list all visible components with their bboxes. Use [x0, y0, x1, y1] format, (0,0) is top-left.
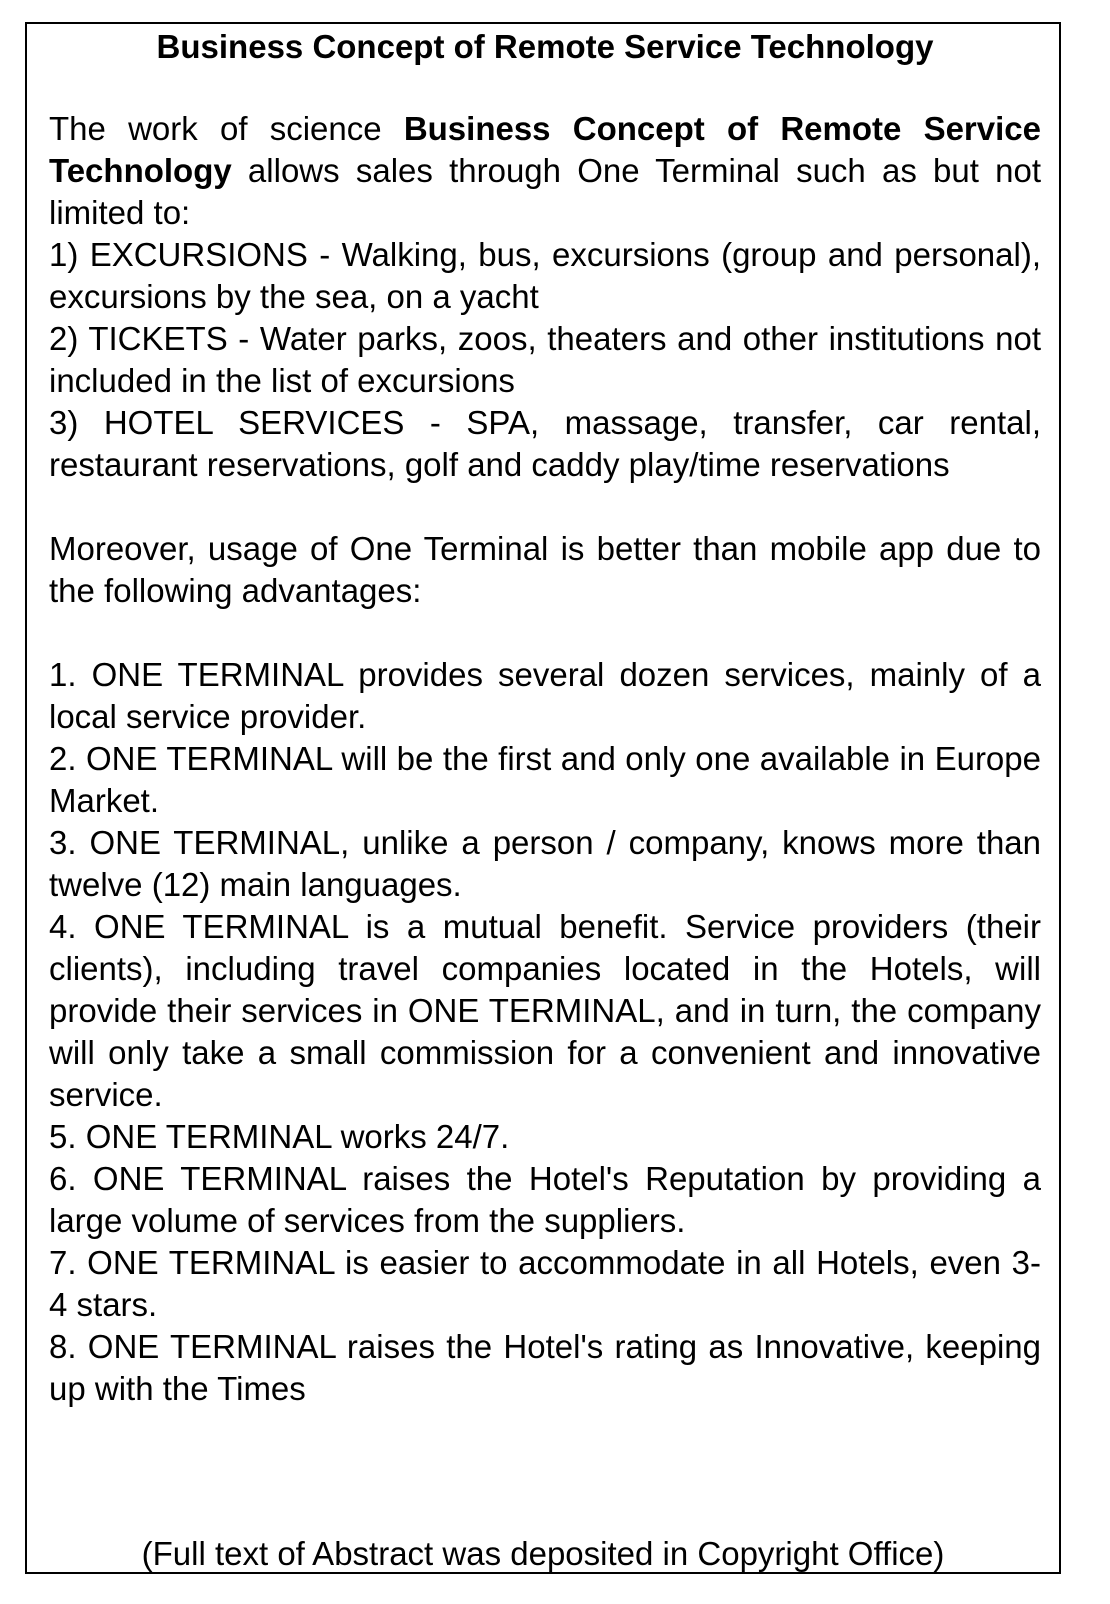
service-item-hotel-services: 3) HOTEL SERVICES - SPA, massage, transfer, car rental, restaurant reservations, golf and caddy play/time reservations: [49, 404, 1041, 483]
advantage-item-3: 3. ONE TERMINAL, unlike a person / company, knows more than twelve (12) main languages.: [49, 824, 1041, 903]
document-title: Business Concept of Remote Service Technology: [156, 28, 934, 65]
advantage-item-1: 1. ONE TERMINAL provides several dozen services, mainly of a local service provider.: [49, 656, 1041, 735]
copyright-footer-note: (Full text of Abstract was deposited in Copyright Office): [141, 1535, 945, 1572]
advantage-item-7: 7. ONE TERMINAL is easier to accommodate in all Hotels, even 3-4 stars.: [49, 1244, 1041, 1323]
intro-prefix: The work of science: [49, 110, 404, 147]
advantage-item-8: 8. ONE TERMINAL raises the Hotel's rating as Innovative, keeping up with the Times: [49, 1328, 1041, 1407]
intro-work-title: Business Concept of Remote Service Technology: [49, 110, 1042, 189]
services-list: [49, 234, 1041, 486]
intro-paragraph: [49, 108, 1041, 234]
advantage-item-4: 4. ONE TERMINAL is a mutual benefit. Service providers (their clients), including travel companies located in the Hotels, will provide their services in ONE TERMINAL, and in turn, the company will only take a small commission for a convenient and innovative service.: [49, 908, 1041, 1113]
service-item-tickets: 2) TICKETS - Water parks, zoos, theaters and other institutions not included in the list of excursions: [49, 320, 1041, 399]
advantage-item-2: 2. ONE TERMINAL will be the first and only one available in Europe Market.: [49, 740, 1041, 819]
document-body: [49, 24, 1041, 1410]
advantages-lead: Moreover, usage of One Terminal is better than mobile app due to the following advantages:: [49, 530, 1041, 609]
advantage-item-6: 6. ONE TERMINAL raises the Hotel's Reputation by providing a large volume of services from the suppliers.: [49, 1160, 1041, 1239]
advantages-list: [49, 654, 1041, 1410]
service-item-excursions: 1) EXCURSIONS - Walking, bus, excursions (group and personal), excursions by the sea, on a yacht: [49, 236, 1041, 315]
intro-suffix: allows sales through One Terminal such as but not limited to:: [49, 152, 1041, 231]
advantage-item-5: 5. ONE TERMINAL works 24/7.: [49, 1118, 510, 1155]
